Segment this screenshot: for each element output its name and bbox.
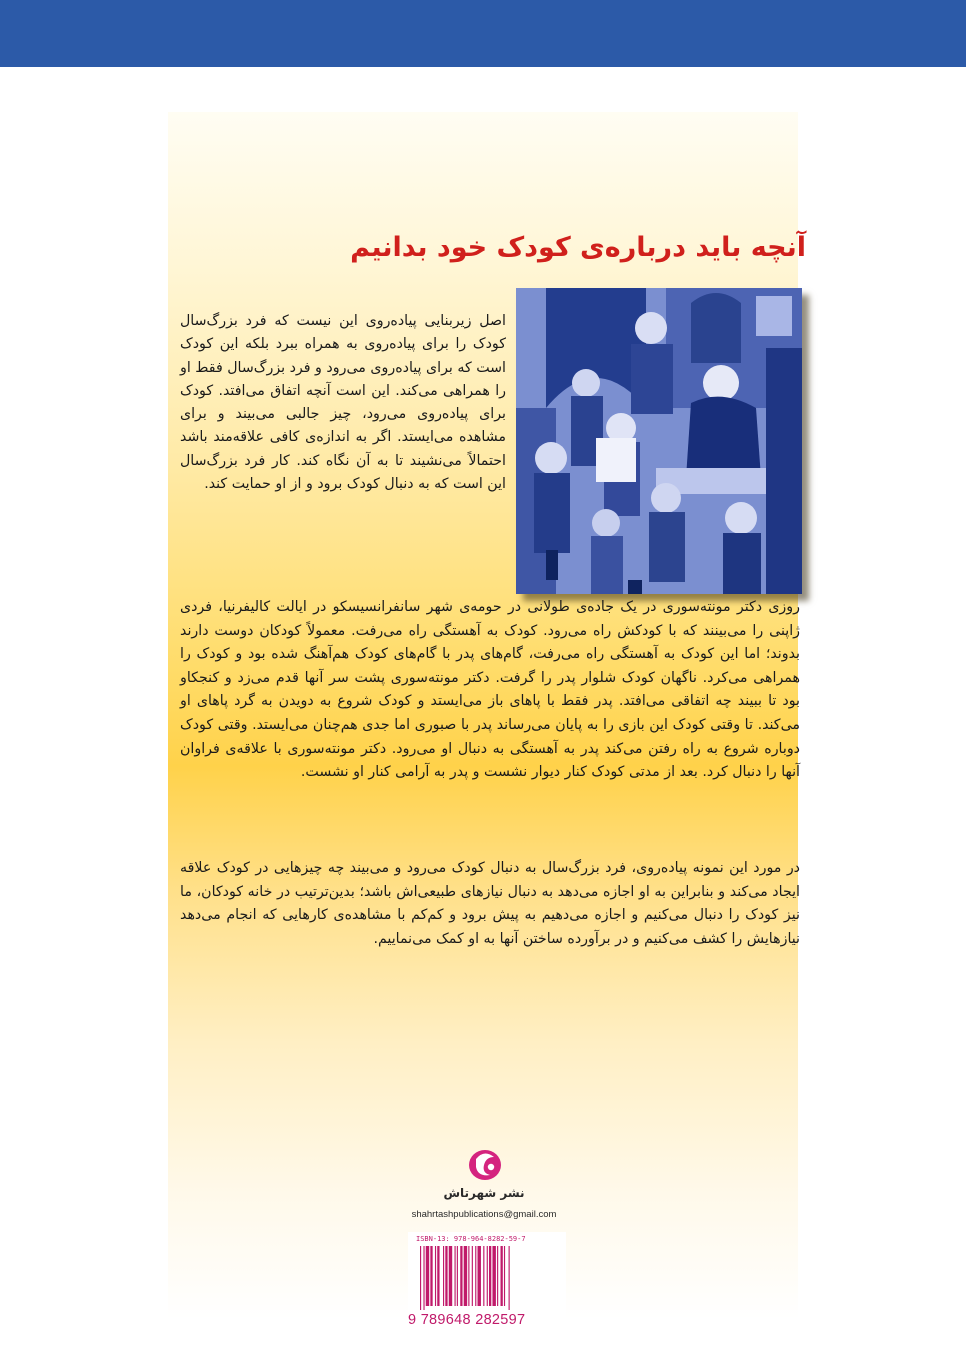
shahrtash-logo-icon <box>464 1145 504 1183</box>
barcode-bar <box>423 1246 424 1310</box>
barcode-bar <box>420 1246 421 1310</box>
barcode-bar <box>487 1246 488 1306</box>
barcode-bar <box>472 1246 473 1306</box>
barcode-bar <box>509 1246 510 1310</box>
paragraph-walk-principle: اصل زیربنایی پیاده‌روی این نیست که فرد بزرگ‌سال کودک را برای پیاده‌روی به همراه ببرد بلکه این کودک است که برای پیاده‌روی می‌رود و فرد بزرگ‌سال فقط او را همراهی می‌کند. این است آنچه اتفاق می‌افتد. کودک برای پیاده‌روی می‌رود، چیز جالبی می‌بیند و برای مشاهده می‌ایستد. اگر به اندازه‌ی کافی علاقه‌مند باشد احتمالاً می‌نشیند تا به آن نگاه کند. کار فرد بزرگ‌سال این است که به دنبال کودک برود و از او حمایت کند. <box>180 313 506 493</box>
barcode-bar <box>497 1246 498 1306</box>
barcode-bar <box>435 1246 436 1306</box>
barcode-bar <box>455 1246 456 1306</box>
photo-children-with-teacher <box>516 288 802 594</box>
barcode-bar <box>475 1246 476 1306</box>
barcode-bar <box>449 1246 452 1306</box>
top-color-band <box>0 0 966 67</box>
barcode-bar <box>437 1246 439 1306</box>
barcode-bar <box>457 1246 458 1306</box>
publisher-email: shahrtashpublications@gmail.com <box>411 1209 557 1220</box>
cover-photo <box>516 288 802 594</box>
paragraph-montessori-story: روزی دکتر مونته‌سوری در یک جاده‌ی طولانی در حومه‌ی شهر سانفرانسیسکو در ایالت کالیفرنیا، فردی ژاپنی را می‌بینند که با کودکش راه می‌رود. کودک به آهستگی راه می‌رفت. معمولاً کودکان دوست دارند بدوند؛ اما این کودک به آهستگی راه می‌رفت، گام‌های پدر با گام‌های کودک هم‌آهنگ شده بود و کودک را همراهی می‌کرد. ناگهان کودک شلوار پدر را گرفت. دکتر مونته‌سوری پشت سر آنها قدم می‌زد و کنجکاو بود تا ببیند چه اتفاقی می‌افتد. پدر فقط با پاهای باز می‌ایستد و کودک شروع به دویدن به گرد پاهای او می‌کند. تا وقتی کودک این بازی را به پایان می‌رساند پدر با صبوری اما جدی هم‌چنان می‌ایستد. وقتی کودک دوباره شروع به راه رفتن می‌کند پدر به آهستگی به دنبال او می‌رود. دکتر مونته‌سوری با علاقه‌ی فراوان آنها را دنبال کرد. بعد از مدتی کودک کنار دیوار نشست و پدر به آرامی کنار او نشست. <box>180 599 800 781</box>
barcode-bar <box>468 1246 469 1306</box>
barcode-digits: 9 789648 282597 <box>408 1312 526 1328</box>
barcode-bar <box>489 1246 491 1306</box>
barcode-bar <box>504 1246 505 1306</box>
barcode-bar <box>443 1246 444 1306</box>
book-title: آنچه باید درباره‌ی کودک خود بدانیم <box>350 232 806 263</box>
barcode-bar <box>492 1246 495 1306</box>
publisher-name: نشر شهرتاش <box>443 1186 525 1200</box>
isbn-label: ISBN-13: 978-964-8282-59-7 <box>416 1235 526 1243</box>
barcode-bar <box>501 1246 503 1306</box>
barcode-bar <box>483 1246 484 1306</box>
barcode-bar <box>464 1246 467 1306</box>
barcode-bars <box>420 1246 556 1310</box>
isbn-barcode <box>408 1232 566 1328</box>
barcode-bar <box>426 1246 429 1306</box>
barcode-bar <box>478 1246 481 1306</box>
paragraph-conclusion: در مورد این نمونه پیاده‌روی، فرد بزرگ‌سال به دنبال کودک می‌رود و می‌بیند چه چیزهایی در کودک علاقه ایجاد می‌کند و بنابراین به او اجازه می‌دهد به دنبال نیازهای طبیعی‌اش باشد؛ بدین‌ترتیب در خانه کودکان، ما نیز کودک را دنبال می‌کنیم و اجازه می‌دهیم به پیش برود و کم‌کم با مشاهده‌ی کارهایی که انجام می‌دهد نیازهایش را کشف می‌کنیم و در برآورده ساختن آنها به او کمک می‌نماییم. <box>180 860 800 947</box>
barcode-bar <box>460 1246 462 1306</box>
barcode-bar <box>430 1246 432 1306</box>
barcode-bar <box>445 1246 447 1306</box>
